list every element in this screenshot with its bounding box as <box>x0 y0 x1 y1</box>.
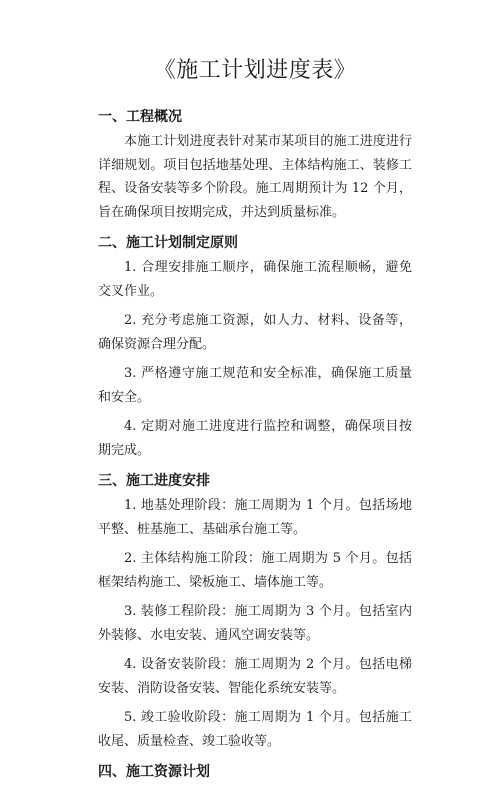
section-heading: 四、施工资源计划 <box>98 764 210 780</box>
list-item: 1. 地基处理阶段：施工周期为 1 个月。包括场地平整、桩基施工、基础承台施工等。 <box>98 498 412 537</box>
section-heading: 一、工程概况 <box>98 109 182 125</box>
list-item: 5. 竣工验收阶段：施工周期为 1 个月。包括施工收尾、质量检查、竣工验收等。 <box>98 710 412 749</box>
section-project-overview <box>98 104 412 224</box>
section-heading: 二、施工计划制定原则 <box>98 235 238 251</box>
section-heading: 三、施工进度安排 <box>98 473 210 489</box>
list-item: 4. 定期对施工进度进行监控和调整，确保项目按期完成。 <box>98 419 412 458</box>
list-item: 2. 主体结构施工阶段：施工周期为 5 个月。包括框架结构施工、梁板施工、墙体施工等。 <box>98 551 412 590</box>
list-item: 3. 严格遵守施工规范和安全标准，确保施工质量和安全。 <box>98 366 412 405</box>
list-item: 3. 装修工程阶段：施工周期为 3 个月。包括室内外装修、水电安装、通风空调安装等。 <box>98 604 412 643</box>
section-planning-principles <box>98 230 412 462</box>
list-item: 4. 设备安装阶段：施工周期为 2 个月。包括电梯安装、消防设备安装、智能化系统安装等。 <box>98 657 412 696</box>
document-title: 《施工计划进度表》 <box>153 58 357 83</box>
section-resource-plan <box>98 759 412 785</box>
list-item: 1. 合理安排施工顺序，确保施工流程顺畅，避免交叉作业。 <box>98 260 412 299</box>
list-item: 2. 充分考虑施工资源，如人力、材料、设备等，确保资源合理分配。 <box>98 313 412 352</box>
section-schedule <box>98 468 412 753</box>
section-paragraph: 本施工计划进度表针对某市某项目的施工进度进行详细规划。项目包括地基处理、主体结构施工、装修工程、设备安装等多个阶段。施工周期预计为 12 个月，旨在确保项目按期完成，并达到质量标准。 <box>98 134 412 220</box>
